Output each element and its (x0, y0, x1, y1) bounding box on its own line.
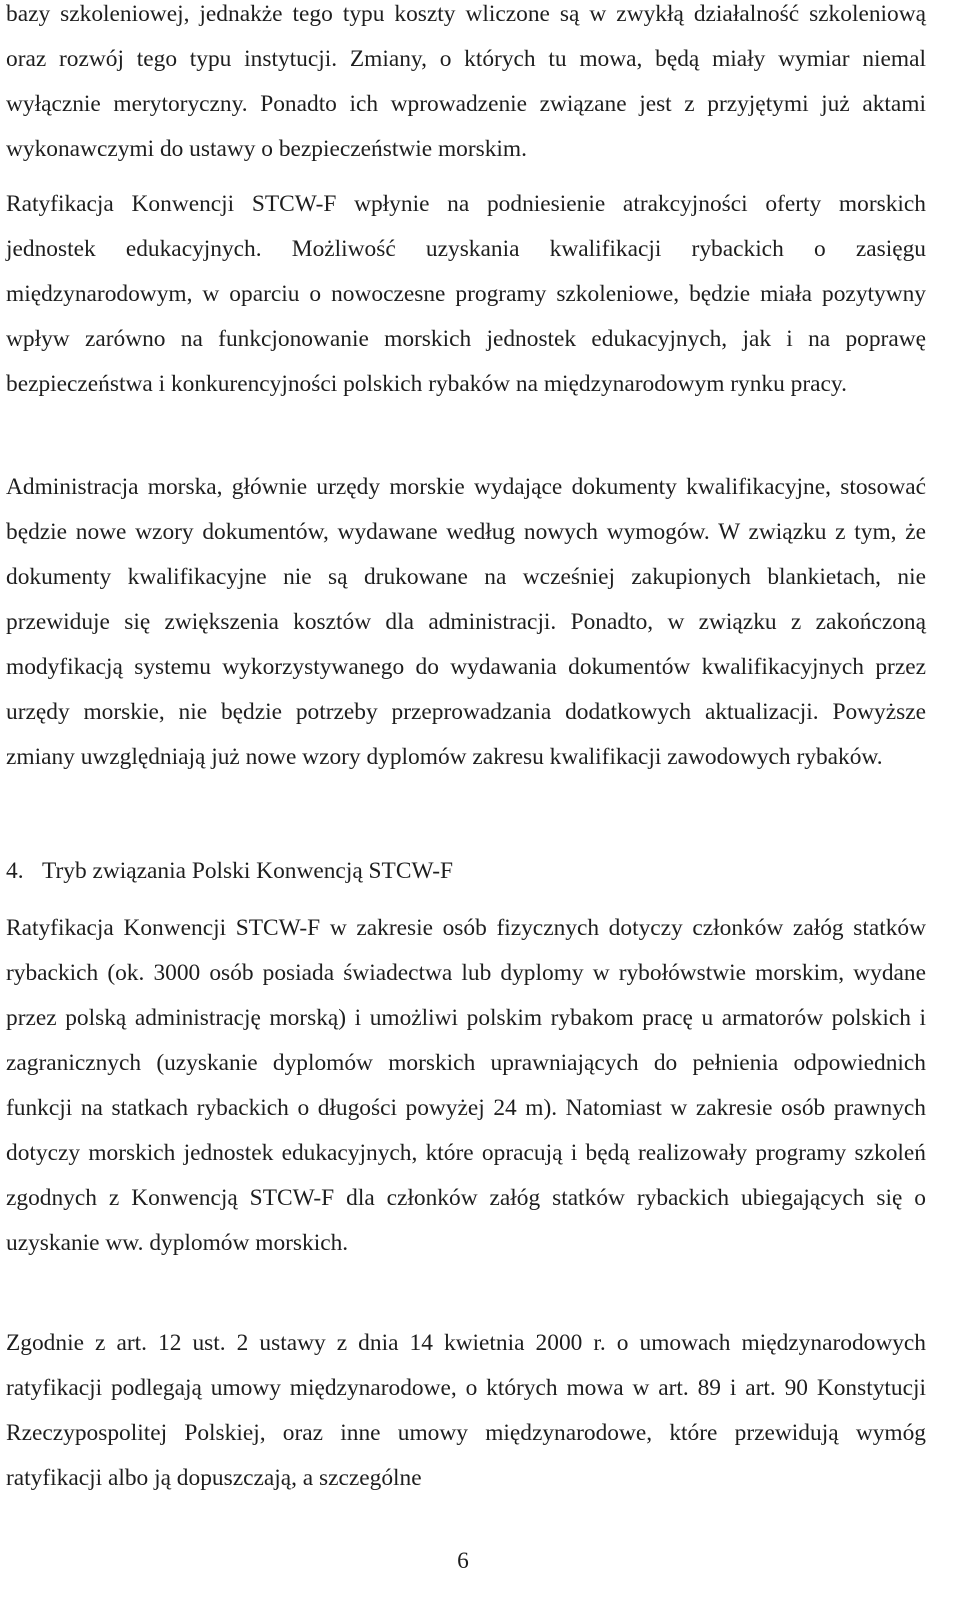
paragraph-natural-persons: Ratyfikacja Konwencji STCW-F w zakresie osób fizycznych dotyczy członków załóg statków rybackich (ok. 3000 osób posiada świadectwa lub dyplomy w rybołówstwie morskim, wydane przez polską administrację morską) i umożliwi polskim rybakom pracę u armatorów polskich i zagranicznych (uzyskanie dyplomów morskich uprawniających do pełnienia odpowiednich funkcji na statkach rybackich o długości powyżej 24 m). Natomiast w zakresie osób prawnych dotyczy morskich jednostek edukacyjnych, które opracują i będą realizowały programy szkoleń zgodnych z Konwencją STCW-F dla członków załóg statków rybackich ubiegających się o uzyskanie ww. dyplomów morskich. (6, 915, 926, 1256)
section-number: 4. (6, 858, 24, 884)
page-number: 6 (457, 1548, 469, 1574)
paragraph-ratification-attractiveness: Ratyfikacja Konwencji STCW-F wpłynie na podniesienie atrakcyjności oferty morskich jednostek edukacyjnych. Możliwość uzyskania kwalifikacji rybackich o zasięgu międzynarodowym, w oparciu o nowoczesne programy szkoleniowe, będzie miała pozytywny wpływ zarówno na funkcjonowanie morskich jednostek edukacyjnych, jak i na poprawę bezpieczeństwa i konkurencyjności polskich rybaków na międzynarodowym rynku pracy. (6, 191, 926, 397)
section-heading (6, 849, 926, 894)
paragraph-legal-basis: Zgodnie z art. 12 ust. 2 ustawy z dnia 14 kwietnia 2000 r. o umowach międzynarodowych ratyfikacji podlegają umowy międzynarodowe, o których mowa w art. 89 i art. 90 Konstytucji Rzeczypospolitej Polskiej, oraz inne umowy międzynarodowe, które przewidują wymóg ratyfikacji albo ją dopuszczają, a szczególne (6, 1330, 926, 1491)
paragraph-maritime-administration: Administracja morska, głównie urzędy morskie wydające dokumenty kwalifikacyjne, stosować będzie nowe wzory dokumentów, wydawane według nowych wymogów. W związku z tym, że dokumenty kwalifikacyjne nie są drukowane na wcześniej zakupionych blankietach, nie przewiduje się zwiększenia kosztów dla administracji. Ponadto, w związku z zakończoną modyfikacją systemu wykorzystywanego do wydawania dokumentów kwalifikacyjnych przez urzędy morskie, nie będzie potrzeby przeprowadzania dodatkowych aktualizacji. Powyższe zmiany uwzględniają już nowe wzory dyplomów zakresu kwalifikacji zawodowych rybaków. (6, 474, 926, 770)
paragraph-costs: bazy szkoleniowej, jednakże tego typu koszty wliczone są w zwykłą działalność szkoleniową oraz rozwój tego typu instytucji. Zmiany, o których tu mowa, będą miały wymiar niemal wyłącznie merytoryczny. Ponadto ich wprowadzenie związane jest z przyjętymi już aktami wykonawczymi do ustawy o bezpieczeństwie morskim. (6, 1, 926, 162)
section-title: Tryb związania Polski Konwencją STCW-F (42, 858, 454, 884)
